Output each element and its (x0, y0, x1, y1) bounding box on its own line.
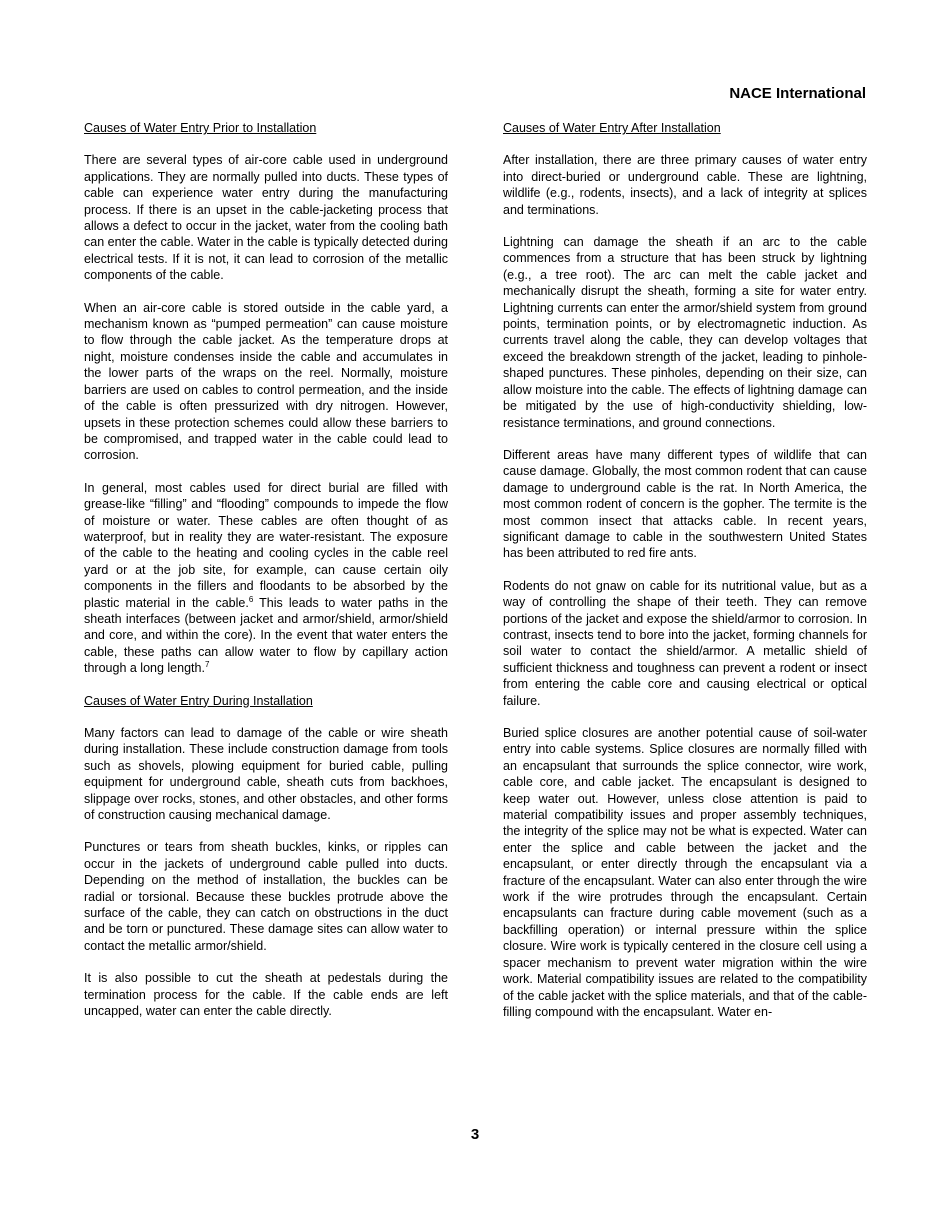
paragraph-text: This leads to water paths in the sheath interfaces (between jacket and armor/shield, armor/shield and core, and within the core). In the event that water enters the cable, these paths can allow water to flow by capillary action through a long length. (84, 595, 448, 676)
paragraph: After installation, there are three primary causes of water entry into direct-buried or underground cable. These are lightning, wildlife (e.g., rodents, insects), and a lack of integrity at splices and terminations. (503, 153, 867, 217)
paragraph: Lightning can damage the sheath if an arc to the cable commences from a structure that has been struck by lightning (e.g., a tree root). The arc can melt the cable jacket and mechanically disrupt the sheath, forming a site for water entry. Lightning currents can enter the armor/shield system from ground points, termination points, or by electromagnetic induction. As currents travel along the cable, they can develop voltages that exceed the breakdown strength of the jacket, leading to pinhole-shaped punctures. These pinholes, depending on their size, can allow moisture into the cable. The effects of lightning damage can be mitigated by the use of high-conductivity shielding, low-resistance terminations, and ground connections. (503, 235, 867, 430)
section-heading-after: Causes of Water Entry After Installation (503, 121, 721, 135)
paragraph-text: In general, most cables used for direct burial are filled with grease-like “filling” and “flooding” compounds to impede the flow of moisture or water. These cables are often thought of as waterproof, but in reality they are water-resistant. The exposure of the cable to the heating and cooling cycles in the cable reel yard or at the job site, for example, can cause certain oily components in the fillers and floodants to be absorbed by the plastic material in the cable. (84, 480, 448, 610)
section-heading-during: Causes of Water Entry During Installation (84, 693, 313, 708)
left-column (84, 120, 448, 1036)
paragraph: Many factors can lead to damage of the cable or wire sheath during installation. These include construction damage from tools such as shovels, plowing equipment for buried cable, pulling equipment for underground cable, sheath cuts from backhoes, slippage over rocks, stones, and other obstacles, and other forms of construction causing mechanical damage. (84, 726, 448, 823)
right-column (503, 120, 867, 1036)
paragraph (84, 480, 448, 677)
paragraph: Punctures or tears from sheath buckles, kinks, or ripples can occur in the jackets of underground cable pulled into ducts. Depending on the method of installation, the buckles can be radial or torsional. Because these buckles protrude above the surface of the cable, they can catch on obstructions in the duct and be torn or punctured. These damage sites can allow water to contact the metallic armor/shield. (84, 840, 448, 953)
paragraph: It is also possible to cut the sheath at pedestals during the termination process for the cable. If the cable ends are left uncapped, water can enter the cable directly. (84, 971, 448, 1019)
footnote-ref: 7 (204, 660, 210, 670)
section-heading-prior: Causes of Water Entry Prior to Installation (84, 121, 317, 135)
paragraph: Different areas have many different types of wildlife that can cause damage. Globally, the most common rodent that can cause damage to underground cable is the rat. In North America, the most common rodent of concern is the gopher. The termite is the most common insect that attacks cable. In recent years, significant damage to cable in the southwestern United States has been attributed to red fire ants. (503, 447, 867, 561)
paragraph: Buried splice closures are another potential cause of soil-water entry into cable systems. Splice closures are normally filled with an encapsulant that surrounds the splice connector, wire work, cable core, and cable jacket. The encapsulant is designed to keep water out. However, unless close attention is paid to material compatibility issues and proper assembly techniques, the integrity of the splice may not be what is expected. Water can enter the splice and cable between the jacket and the encapsulant, or enter directly through the encapsulant via a fracture of the encapsulant. Water can also enter through the wire work if the wire protrudes through the encapsulant. Certain encapsulants can fracture during cable movement (such as a backfilling operation) or internal pressure within the splice closure. Wire work is typically centered in the closure cell using a spacer mechanism to prevent water migration within the wire work. Material compatibility issues are related to the compatibility of the cable jacket with the splice materials, and that of the cable-filling compound with the encapsulant. Water en- (503, 726, 867, 1019)
paragraph: When an air-core cable is stored outside in the cable yard, a mechanism known as “pumped permeation” can cause moisture to flow through the cable jacket. As the temperature drops at night, moisture condenses inside the cable and accumulates in the lower parts of the wraps on the reel. Normally, moisture barriers are used on cables to control permeation, and the inside of the cable is often pressurized with dry nitrogen. However, upsets in these protection schemes could allow these barriers to be compromised, and trapped water in the cable could lead to corrosion. (84, 300, 448, 463)
footnote-ref: 6 (248, 594, 254, 604)
paragraph: There are several types of air-core cable used in underground applications. They are normally pulled into ducts. These types of cable can experience water entry during the manufacturing process. If there is an upset in the cable-jacketing process that allows a defect to occur in the jacket, water from the cooling bath can enter the cable. Water in the cable is typically detected during electrical tests. If it is not, it can lead to corrosion of the metallic components of the cable. (84, 153, 448, 283)
page-number: 3 (470, 1126, 480, 1143)
paragraph: Rodents do not gnaw on cable for its nutritional value, but as a way of controlling the shape of their teeth. They can remove portions of the jacket and expose the shield/armor to corrosion. In contrast, insects tend to bore into the jacket, forming channels for soil water to contact the shield/armor. A metallic shield of sufficient thickness and toughness can prevent a rodent or insect from entering the cable core and causing electrical or optical failure. (503, 578, 867, 708)
header-organization: NACE International (729, 85, 866, 102)
